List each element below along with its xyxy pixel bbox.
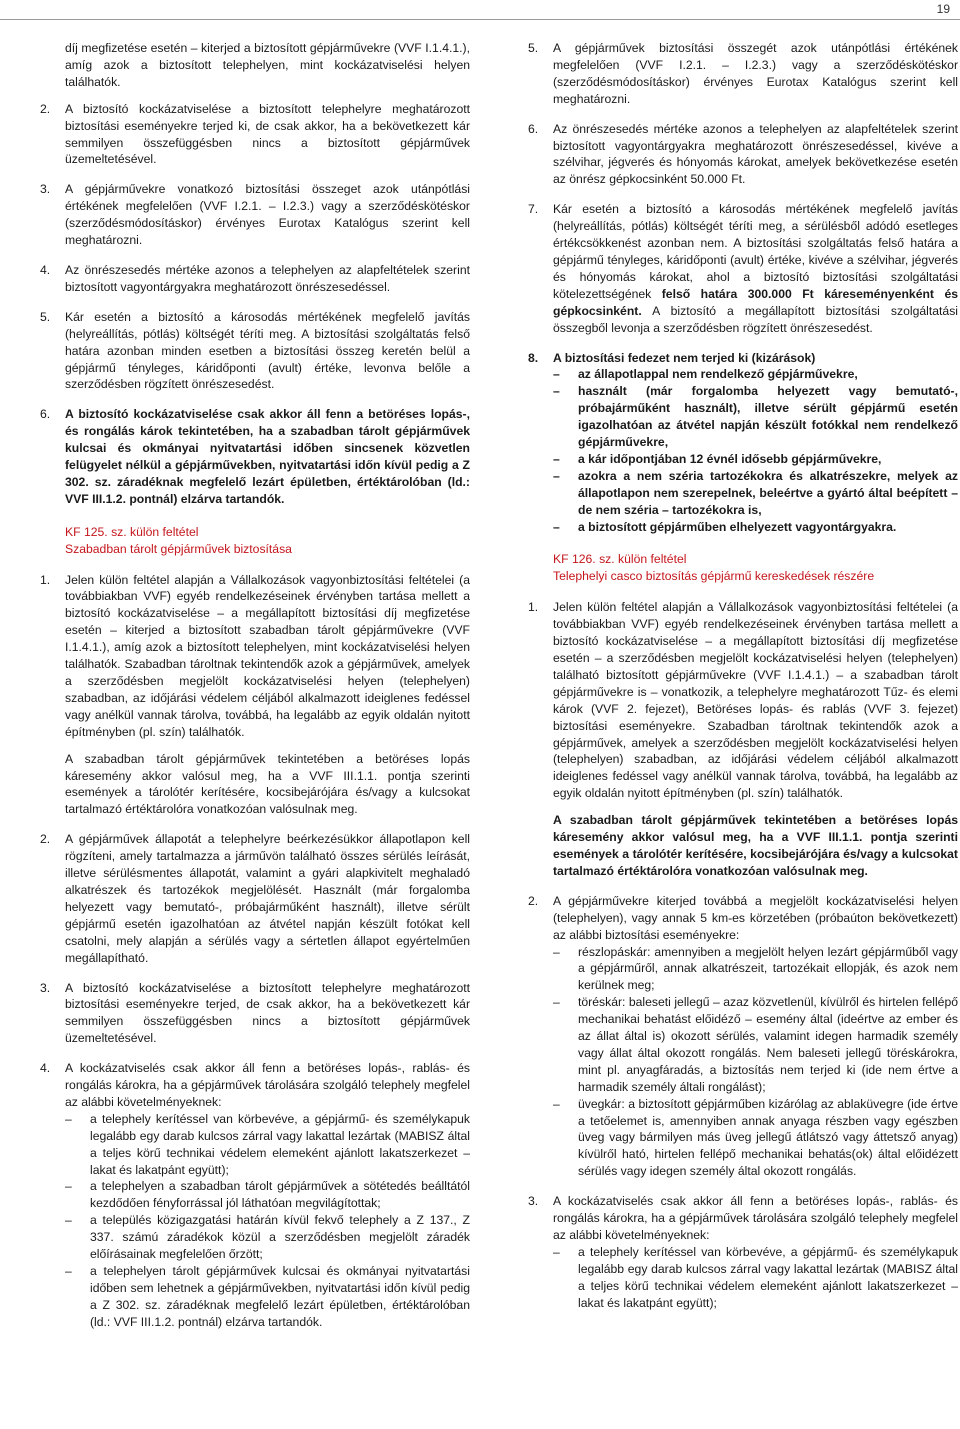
item-number: 7. (528, 202, 539, 217)
dash-list (65, 1111, 470, 1331)
item-text: Jelen külön feltétel alapján a Vállalkozások vagyonbiztosítási feltételei (a továbbiakban VVF) egyéb rendelkezéseinek érvényben tartása mellett a biztosító kockázatviselése – a megállapított biztosítási díj megfizetése esetén – kiterjed a biztosított szabadban tárolt gépjárművekre (VVF I.1.4.1.), amíg azok a biztosított telephelyen, mint kockázatviselési helyen találhatók. Szabadban tároltnak tekintendők azok a gépjárművek, amelyek a szerződésben megjelölt kockázatviselési helyen (telephelyen) szabadban, az időjárási védelem céljából alkalmazott ideiglenes fedéssel vagy anélkül vannak tárolva, továbbá, ha legalább az egyik oldalán nyitott építményben (pl. szín) találhatók. (65, 572, 470, 739)
section-title: KF 125. sz. külön feltétel (65, 524, 199, 539)
item-text: Jelen külön feltétel alapján a Vállalkozások vagyonbiztosítási feltételei (a továbbiakban VVF) egyéb rendelkezéseinek érvényben tartása mellett a biztosító kockázatviselése – a megállapított biztosítási díj megfizetése esetén – a szerződésben megjelölt kockázatviselési helyen (telephelyen) található biztosított gépjárművekre (VVF I.1.4.1.) – a szabadban tárolt gépjárművekre is – vonatkozik, a telephelyre meghatározott Tűz- és elemi károk (VVF 2. fejezet), Betöréses lopás- és rablás (VVF 3. fejezet) biztosítási eseményekre. Szabadban tároltnak tekintendők azok a gépjárművek, amelyek a szerződésben megjelölt kockázatviselési helyen (telephelyen) szabadban, az időjárási védelem céljából alkalmazott ideiglenes fedéssel vagy anélkül vannak tárolva, továbbá, ha legalább az egyik oldalán nyitott építményben (pl. szín) találhatók. (553, 600, 958, 801)
item-text: A gépjárművekre vonatkozó biztosítási összeget azok utánpótlási értékének megfelelően (VVF I.2.1. – I.2.3.) vagy a szerződéskötéskor (szerződésmódosításkor) érvényes Eurotax Katalógus szerint kell meghatározni. (65, 182, 470, 248)
item-text: A biztosító kockázatviselése a biztosított telephelyre meghatározott biztosítási eseményekre terjed ki, de csak akkor, ha a bekövetkezett kár semmilyen összefüggésben nincs a biztosított gépjárművek üzemeltetésével. (65, 101, 470, 167)
dash-item: – az állapotlappal nem rendelkező gépjárművekre, (553, 367, 858, 382)
list-item (40, 572, 470, 819)
page-header (0, 0, 960, 26)
item-text: A biztosító kockázatviselése a biztosított telephelyre meghatározott biztosítási eseményekre terjed, de csak akkor, ha a bekövetkezett kár semmilyen összefüggésben nincs a biztosított gépjárművek üzemeltetésével. (65, 980, 470, 1046)
item-number: 3. (528, 1194, 539, 1209)
dash-item: – részlopáskár: amennyiben a megjelölt helyen lezárt gépjárműből vagy a gépjárműről, annak alkatrészeit, tartozékait ellopják, és azok nem kerülnek meg; (553, 944, 958, 993)
item-text: A szabadban tárolt gépjárművek tekintetében a betöréses lopás káresemény akkor valósul meg, ha a VVF III.1.1. pontja szerinti események a tárolótér kerítésére, kocsibejárójára és/vagy a kulcsokat tartalmazó értéktárolóra vonatkozóan valósulnak meg. (65, 751, 470, 817)
item-number: 6. (528, 121, 539, 136)
list-item (528, 893, 958, 1180)
dash-item: – üvegkár: a biztosított gépjárműben kizárólag az ablaküvegre (ide értve a tetőelemet is, amennyiben annak anyaga részben vagy egészben üveg vagy bármilyen más üveg jellegű átlátszó vagy áttetsző anyag) kívülről ható, hirtelen fellépő mechanikai behatás(ok) által előidézett sérülés vagy idegen személy által okozott rongálás. (553, 1096, 958, 1179)
item-text: Az önrészesedés mértéke azonos a telephelyen az alapfeltételek szerint biztosított vagyontárgyakra meghatározott önrészesedéssel. (65, 262, 470, 294)
list-item (40, 262, 470, 296)
intro-paragraph: díj megfizetése esetén – kiterjed a biztosított gépjárművekre (VVF I.1.4.1.), amíg azok a biztosított telephelyen, mint kockázatviselési helyen találhatók. (65, 41, 470, 89)
item-number: 5. (528, 41, 539, 55)
item-number: 2. (528, 893, 539, 908)
list-item (40, 980, 470, 1048)
item-text: A szabadban tárolt gépjárművek tekintetében a betöréses lopás káresemény akkor valósul meg, ha a VVF III.1.1. pontja szerinti események a tárolótér kerítésére, kocsibejárójára és/vagy a kulcsokat tartalmazó értéktárolóra vonatkozóan valósulnak meg. (553, 813, 958, 878)
item-text: Kár esetén a biztosító a károsodás mértékének megfelelő javítás (helyreállítás, pótlás) költségét téríti meg, a sérülésből adódó esetleges értékcsökkenést azonban nem. A biztosítási szolgáltatás felső határa a gépjármű tényleges, káridőponti (avult) értéke, kivéve a szélvihar, jégverés és hónyomás károkat, ahol a biztosító biztosítási szolgáltatási kötelezettségének felső határa 300.000 Ft káreseményenként és gépkocsinként. A biztosító a megállapított biztosítási szolgáltatási összegből levonja a szerződésben rögzített önrészesedést. (553, 202, 959, 335)
right-column (528, 40, 958, 1325)
list-item (528, 599, 958, 880)
dash-item: – a kár időpontjában 12 évnél idősebb gépjárművekre, (553, 451, 882, 466)
item-number: 3. (40, 182, 51, 197)
section-subtitle: Szabadban tárolt gépjárművek biztosítása (65, 541, 292, 556)
list-item (40, 406, 470, 507)
item-number: 3. (40, 980, 51, 995)
header-rule (0, 19, 960, 20)
dash-list (553, 366, 958, 535)
left-column (40, 40, 470, 1344)
dash-item: – a biztosított gépjárműben elhelyezett vagyontárgyakra. (553, 519, 897, 534)
dash-item: – a telephely kerítéssel van körbevéve, a gépjármű- és személykapuk legalább egy darab kulcsos zárral vagy lakattal lezártak (MABISZ által a teljes körű technikai védelem elemeként ajánlott lakatszerkezet – lakat és lakatpánt együtt); (553, 1244, 958, 1310)
item-number: 4. (40, 1061, 51, 1076)
item-text: A kockázatviselés csak akkor áll fenn a betöréses lopás-, rablás- és rongálás károkra, ha a gépjárművek tárolására szolgáló telephely megfelel az alábbi követelményeknek: (553, 1194, 958, 1242)
section-heading-kf125 (65, 524, 470, 558)
item-text: A biztosító kockázatviselése csak akkor áll fenn a betöréses lopás-, és rongálás károk tekintetében, ha a szabadban tárolt gépjárművek kulcsai és okmányai nyitvatartási időben sincsenek közvetlen felügyelet nélkül a gépjárművekben, nyitvatartási időn kívül pedig a Z 302. sz. záradéknak megfelelő lezárt épületben, értéktárolóban (ld.: VVF III.1.2. pontnál) elzárva tartandók. (65, 407, 470, 506)
list-item (40, 101, 470, 169)
item-text: Kár esetén a biztosító a károsodás mértékének megfelelő javítás (helyreállítás, pótlás) költségét téríti meg. A biztosítási szolgáltatás felső határa azonban minden esetben a biztosítási összeg keretén belül a gépjármű tényleges, káridőponti (avult) értéke, levonva belőle a szerződésben rögzített önrészesedést. (65, 309, 470, 392)
dash-item: – a telephelyen tárolt gépjárművek kulcsai és okmányai nyitvatartási időben sem lehetnek a gépjárművekben, nyitvatartási időn kívül pedig a Z 302. sz. záradéknak megfelelő lezárt épületben, értéktárolóban (ld.: VVF III.1.2. pontnál) elzárva tartandók. (65, 1264, 470, 1329)
dash-item: – használt (már forgalomba helyezett vagy bemutató-, próbajárműként használt), illetve sérült gépjármű esetén igazolhatóan az átvétel napján készült fotókkal nem rendelkező gépjárművekre, (553, 384, 958, 450)
list-item (528, 1193, 958, 1311)
list-item (528, 121, 958, 189)
item-number: 8. (528, 350, 539, 365)
dash-item: – azokra a nem széria tartozékokra és alkatrészekre, melyek az állapotlapon nem szerepelnek, beleértve a gyártó által beépített – de nem széria – tartozékokra is, (553, 468, 958, 517)
list-item (528, 201, 958, 336)
page-number: 19 (936, 2, 950, 16)
list-item (40, 1060, 470, 1331)
section-title: KF 126. sz. külön feltétel (553, 552, 687, 567)
item-number: 4. (40, 262, 51, 277)
list-item (528, 40, 958, 108)
section-subtitle: Telephelyi casco biztosítás gépjármű kereskedések részére (553, 569, 875, 584)
item-text: A gépjárművek biztosítási összegét azok utánpótlási értékének megfelelően (VVF I.2.1. – I.2.3.) vagy a szerződéskötéskor (szerződésmódosításkor) érvényes Eurotax Katalógus szerint kell meghatározni. (553, 41, 958, 106)
list-item (40, 831, 470, 966)
item-number: 6. (40, 407, 51, 422)
dash-item: – a telephelyen a szabadban tárolt gépjárművek a sötétedés beálltától kezdődően fényforrással jól láthatóan megvilágítottak; (65, 1179, 470, 1211)
list-item (40, 309, 470, 394)
item-text: A biztosítási fedezet nem terjed ki (kizárások) (553, 350, 816, 365)
dash-list (553, 944, 958, 1181)
item-number: 1. (528, 600, 539, 615)
item-text: Az önrészesedés mértéke azonos a telephelyen az alapfeltételek szerint biztosított vagyontárgyakra meghatározott önrészesedéssel, kivéve a szélvihar, jégverés és hónyomás károkat, amelyek bekövetkezése esetén az önrész gépkocsinként 50.000 Ft. (553, 121, 958, 187)
item-number: 2. (40, 832, 51, 847)
list-item (40, 181, 470, 249)
dash-list (553, 1244, 958, 1312)
dash-item: – a település közigazgatási határán kívül fekvő telephely a Z 137., Z 337. számú záradékok közül a szerződésben megjelölt záradék előírásainak megfelelően őrzött; (65, 1213, 470, 1262)
section-heading-kf126 (553, 551, 958, 585)
item-text: A gépjárművekre kiterjed továbbá a megjelölt kockázatviselési helyen (telephelyen), vagy annak 5 km-es körzetében (próbaúton bekövetkezett) az alábbi biztosítási eseményekre: (553, 893, 958, 942)
item-text: A kockázatviselés csak akkor áll fenn a betöréses lopás-, rablás- és rongálás károkra, ha a gépjárművek tárolására szolgáló telephely megfelel az alábbi követelményeknek: (65, 1061, 470, 1109)
list-item (528, 350, 958, 536)
item-number: 1. (40, 572, 51, 587)
item-number: 5. (40, 309, 51, 324)
item-number: 2. (40, 101, 51, 116)
dash-item: – a telephely kerítéssel van körbevéve, a gépjármű- és személykapuk legalább egy darab kulcsos zárral vagy lakattal lezártak (MABISZ által a teljes körű technikai védelem elemeként ajánlott lakatszerkezet – lakat és lakatpánt együtt); (65, 1111, 470, 1177)
dash-item: – töréskár: baleseti jellegű – azaz közvetlenül, kívülről és hirtelen fellépő mechanikai behatást előidéző – esemény által (ideértve az ember és az állat által is) okozott sérülés, valamint idegen harmadik személy vagy állat által okozott rongálás. Nem baleseti jellegű töréskárokra, mint pl. anyagfáradás, a biztosítás nem terjed ki (ide nem értve a harmadik személy általi rongálást); (553, 995, 958, 1094)
item-text: A gépjárművek állapotát a telephelyre beérkezésükkor állapotlapon kell rögzíteni, amely tartalmazza a járművön található összes sérülés leírását, illetve sérülésmentes állapotát, valamint a gyári alapkivitelt meghaladó alkatrészek és tartozékok megjelölését. Használt (már forgalomba helyezett vagy bemutató-, próbajárműként használt), illetve sérült gépjármű esetén igazolhatóan az átvétel napján készült fotókat kell csatolni, mely alapján a sérülés vagy a sértetlen állapot egyértelműen megállapítható. (65, 832, 470, 965)
